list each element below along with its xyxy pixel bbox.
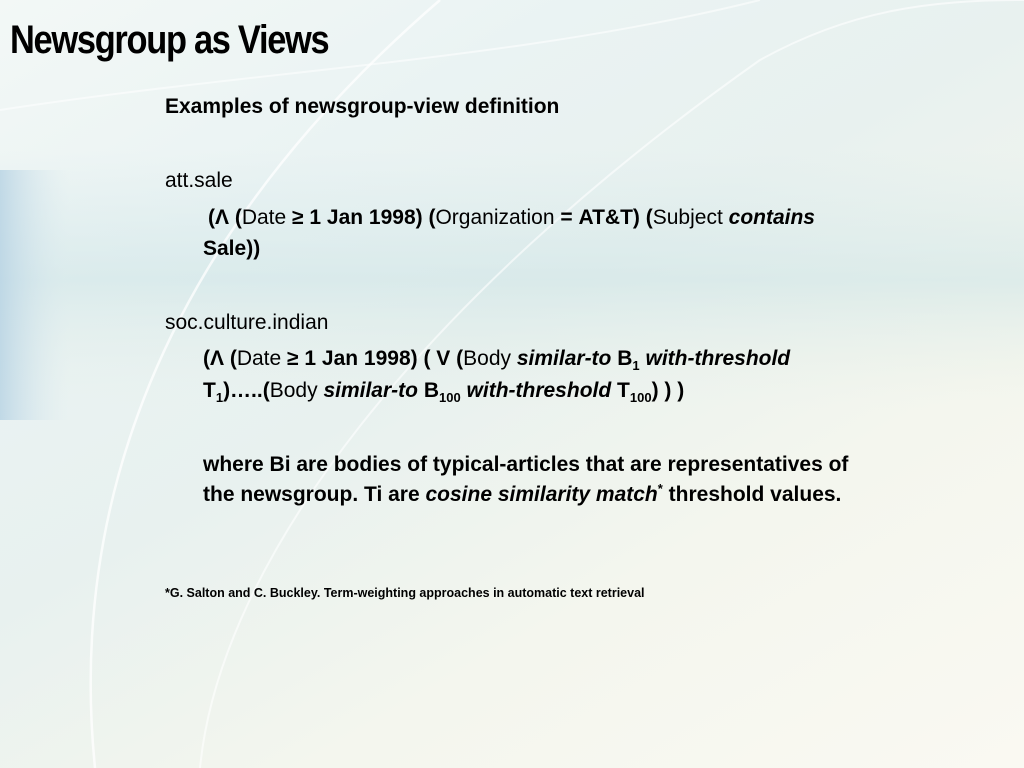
explanation-line-2: the newsgroup. Ti are cosine similarity match* threshold values. (203, 481, 842, 506)
att-sale-definition-line-2: Sale)) (203, 237, 261, 260)
section-heading: Examples of newsgroup-view definition (165, 95, 560, 118)
slide-title: Newsgroup as Views (10, 18, 329, 62)
indian-definition-line-2: $T_1)\dots..(Body$ similar-to $B_{100}$ with-threshold $T_{100}$) ) ) (203, 379, 685, 405)
example-name-soc-culture-indian: soc.culture.indian (165, 311, 329, 334)
explanation-line-1: where Bi are bodies of typical-articles that are representatives of (203, 453, 849, 476)
citation-footnote: *G. Salton and C. Buckley. Term-weighting approaches in automatic text retrieval (165, 586, 645, 600)
indian-definition-line-1: (Λ (Date ≥ 1 Jan 1998) ( V (Body similar-to $B_1$ with-threshold (203, 347, 791, 373)
example-name-att-sale: att.sale (165, 169, 233, 192)
att-sale-definition-line-1: (Λ (Date ≥ 1 Jan 1998) (Organization = AT&T) (Subject contains (208, 206, 815, 229)
